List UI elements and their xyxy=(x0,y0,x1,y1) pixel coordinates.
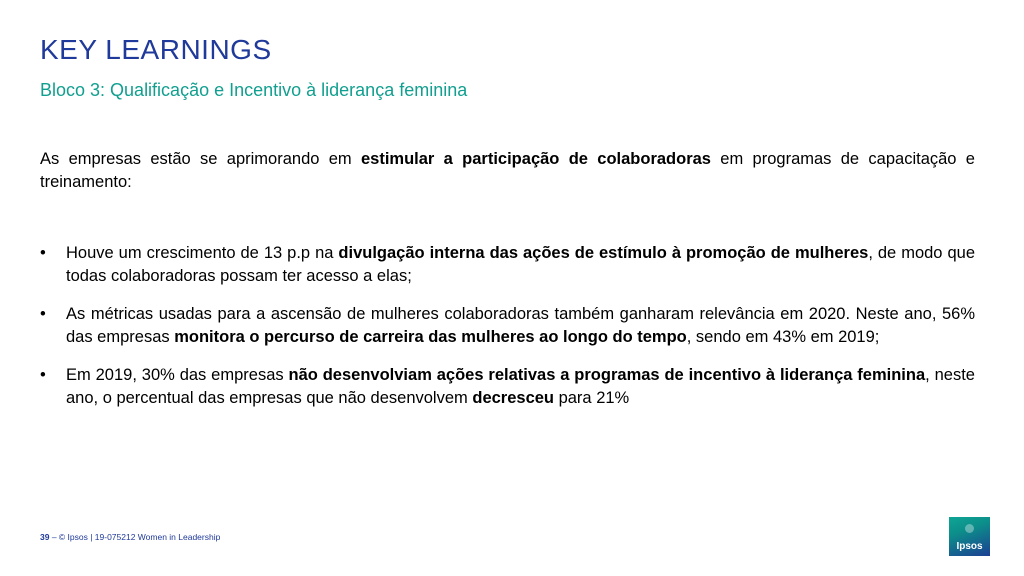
ipsos-logo xyxy=(949,517,990,556)
logo-text: Ipsos xyxy=(956,541,983,552)
intro-bold-text: estimular a participação de colaboradoras xyxy=(360,150,711,168)
bullet-text: Houve um crescimento de 13 p.p na xyxy=(66,244,339,262)
bullet-icon: • xyxy=(40,305,46,323)
intro-paragraph xyxy=(40,148,975,194)
bullet-text: , de modo que todas colaboradoras possam ter acesso a elas; xyxy=(66,244,975,285)
intro-text: As empresas estão se aprimorando em xyxy=(40,150,361,168)
bullet-icon: • xyxy=(40,366,46,384)
bullet-bold-text: monitora o percurso de carreira das mulheres ao longo do tempo xyxy=(174,328,687,346)
page-number: 39 xyxy=(40,532,50,542)
list-item xyxy=(40,303,975,349)
page-title: KEY LEARNINGS xyxy=(40,34,272,65)
bullet-text: , sendo em 43% em 2019; xyxy=(686,328,880,346)
bullet-bold-text: decresceu xyxy=(472,389,554,407)
list-item xyxy=(40,242,975,288)
key-learnings-list xyxy=(40,242,975,425)
bullet-bold-text: não desenvolviam ações relativas a programas de incentivo à liderança feminina xyxy=(288,366,926,384)
bullet-text: As métricas usadas para a ascensão de mulheres colaboradoras também ganharam relevância em 2020. Neste ano, 56% das empresas xyxy=(66,305,975,346)
bullet-text: Em 2019, 30% das empresas xyxy=(66,366,289,384)
logo-mark-icon xyxy=(965,524,974,533)
bullet-text: , neste ano, o percentual das empresas que não desenvolvem xyxy=(66,366,975,407)
intro-text-end: em programas de capacitação e treinamento: xyxy=(40,150,975,191)
footer xyxy=(40,532,220,542)
bullet-bold-text: divulgação interna das ações de estímulo à promoção de mulheres xyxy=(338,244,869,262)
list-item xyxy=(40,364,975,410)
bullet-text: para 21% xyxy=(554,389,630,407)
footer-separator: – xyxy=(49,532,59,542)
page-subtitle: Bloco 3: Qualificação e Incentivo à liderança feminina xyxy=(40,80,468,100)
footer-text: © Ipsos | 19-075212 Women in Leadership xyxy=(58,532,221,542)
bullet-icon: • xyxy=(40,244,46,262)
